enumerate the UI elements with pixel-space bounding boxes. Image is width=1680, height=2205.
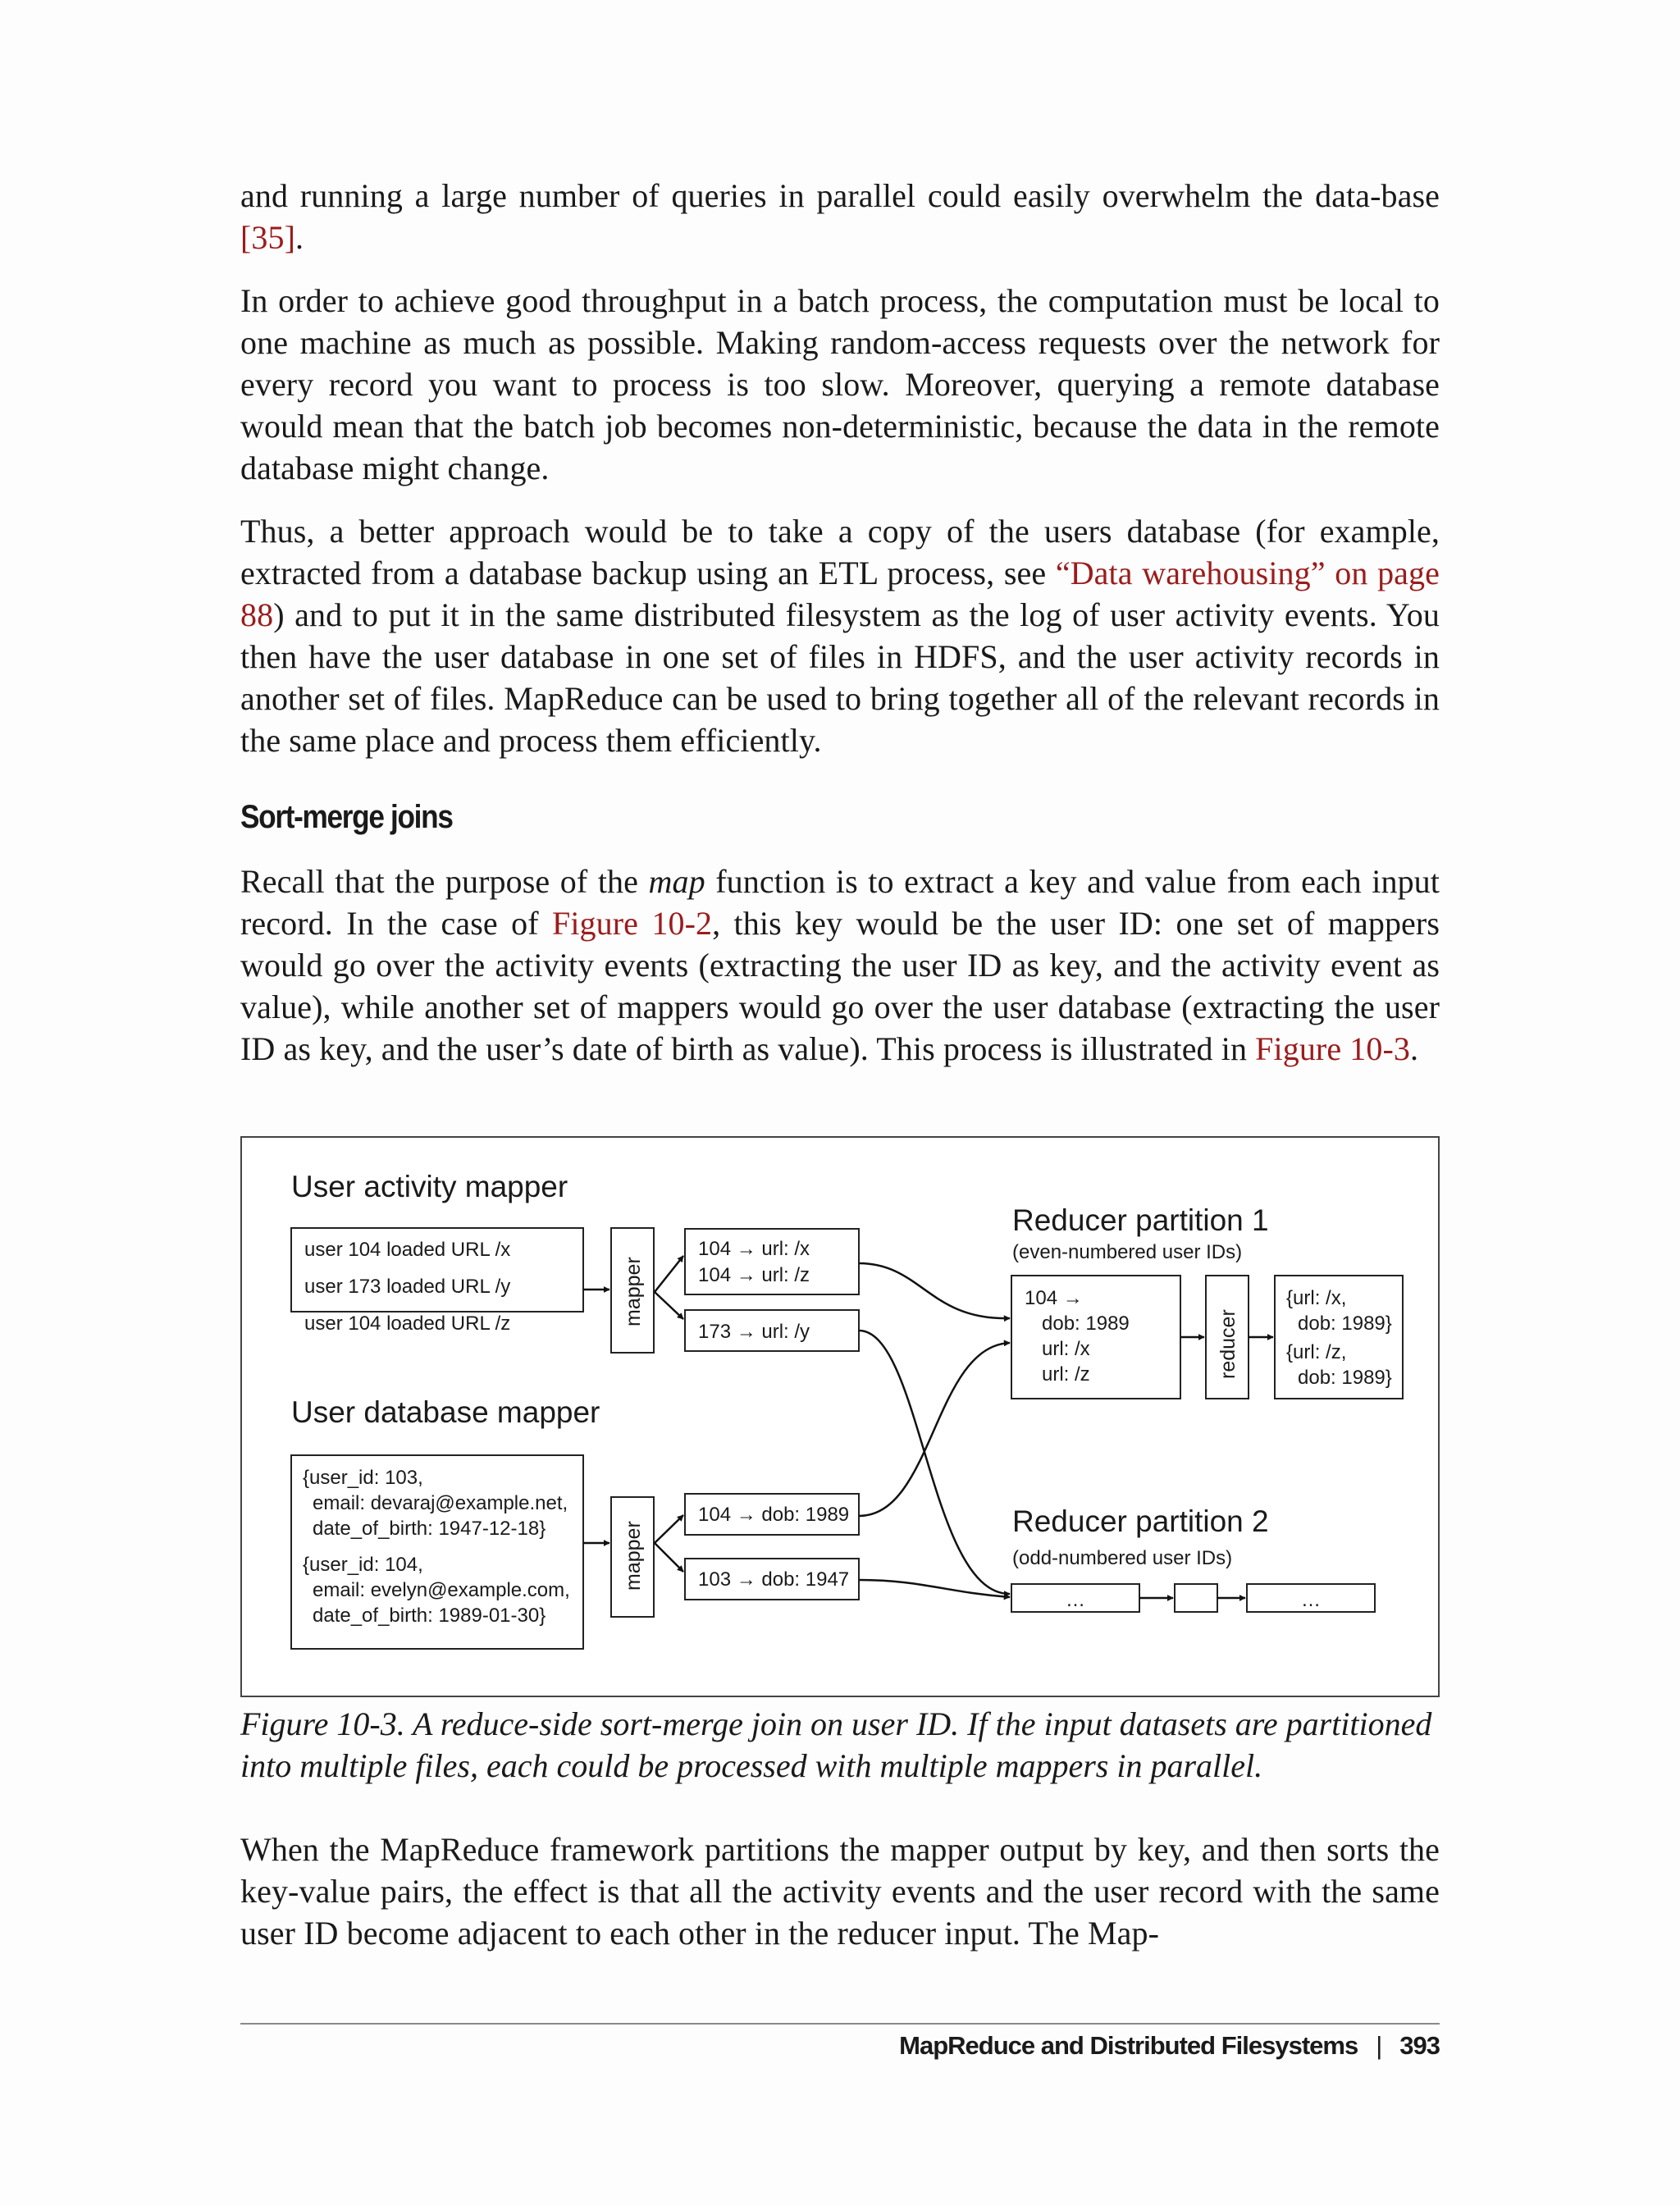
activity-input-1: user 104 loaded URL /x bbox=[304, 1239, 511, 1261]
paragraph-3-text-a: Thus, a better approach would be to take a copy of the users database (for example, extracted from a database backup using an ETL process, see bbox=[240, 513, 1440, 591]
reducer1-subtitle: (even-numbered user IDs) bbox=[1012, 1241, 1243, 1263]
activity-output-b: 173 → url: /y bbox=[698, 1321, 810, 1343]
reducer1-label: reducer bbox=[1217, 1309, 1239, 1379]
footer-section-title: MapReduce and Distributed Filesystems bbox=[899, 2031, 1358, 2060]
paragraph-3-text-b: ) and to put it in the same distributed filesystem as the log of user activity events. You then have the user database in one set of files in HDFS, and the user activity records in another set of files. MapReduce can be used to bring together all of the relevant records in the same place and process them efficiently. bbox=[240, 596, 1440, 759]
reducer2-output-ellipsis: … bbox=[1301, 1589, 1321, 1611]
db-record-1-line-3: date_of_birth: 1947-12-18} bbox=[313, 1518, 546, 1540]
db-record-1-line-1: {user_id: 103, bbox=[303, 1467, 423, 1489]
figure-10-3 bbox=[240, 1136, 1440, 1697]
reducer1-output-3: {url: /z, bbox=[1286, 1341, 1347, 1363]
db-output-b: 103 → dob: 1947 bbox=[698, 1568, 850, 1591]
paragraph-1-text: and running a large number of queries in parallel could easily overwhelm the data-base bbox=[240, 177, 1440, 214]
footer-rule bbox=[240, 2023, 1440, 2025]
db-output-a: 104 → dob: 1989 bbox=[698, 1504, 850, 1526]
paragraph-2: In order to achieve good throughput in a batch process, the computation must be local to one machine as much as possible. Making random-access requests over the network for every record you want to process is too slow. Moreover, querying a remote database would mean that the batch job becomes non-deterministic, because the data in the remote database might change. bbox=[240, 282, 1440, 486]
db-record-2-line-3: date_of_birth: 1989-01-30} bbox=[313, 1605, 546, 1627]
section-heading: Sort-merge joins bbox=[240, 799, 453, 835]
figure-caption: Figure 10-3. A reduce-side sort-merge join on user ID. If the input datasets are partitioned into multiple files, each could be processed with multiple mappers in parallel. bbox=[240, 1705, 1432, 1784]
footer-separator: | bbox=[1376, 2031, 1382, 2060]
figure-10-3-link[interactable]: Figure 10-3 bbox=[1255, 1030, 1411, 1067]
paragraph-4-text-b: function is to extract a key and value from each input record. In the case of bbox=[240, 863, 1440, 942]
paragraph-3 bbox=[240, 510, 1440, 761]
paragraph-1 bbox=[240, 175, 1440, 258]
reducer1-input-1: 104 → bbox=[1025, 1287, 1083, 1309]
activity-output-a-2: 104 → url: /z bbox=[698, 1264, 810, 1286]
db-record-2-line-2: email: evelyn@example.com, bbox=[313, 1579, 570, 1601]
reducer2-input-ellipsis: … bbox=[1066, 1589, 1085, 1611]
map-emphasis: map bbox=[648, 863, 705, 900]
page-footer bbox=[899, 2031, 1440, 2061]
figure-diagram bbox=[240, 1136, 1440, 1697]
activity-mapper-title: User activity mapper bbox=[291, 1170, 568, 1203]
reducer2-subtitle: (odd-numbered user IDs) bbox=[1012, 1547, 1233, 1569]
reducer2-box bbox=[1175, 1584, 1217, 1612]
figure-10-2-link[interactable]: Figure 10-2 bbox=[552, 905, 713, 942]
paragraph-4-text-a: Recall that the purpose of the bbox=[240, 863, 649, 900]
paragraph-4-text-c: , this key would be the user ID: one set of mappers would go over the activity events (extracting the user ID as key, and the activity event as value), while another set of mappers would go over the user database (extracting the user ID as key, and the user’s date of birth as value). This process is illustrated in bbox=[240, 905, 1440, 1067]
reducer1-output-2: dob: 1989} bbox=[1298, 1312, 1392, 1335]
reducer1-input-4: url: /z bbox=[1042, 1363, 1090, 1386]
paragraph-4 bbox=[240, 861, 1440, 1070]
reducer1-output-1: {url: /x, bbox=[1286, 1287, 1347, 1309]
db-record-1-line-2: email: devaraj@example.net, bbox=[313, 1492, 568, 1514]
reducer1-input-2: dob: 1989 bbox=[1042, 1312, 1130, 1335]
activity-input-3: user 104 loaded URL /z bbox=[304, 1312, 511, 1335]
paragraph-4-text-d: . bbox=[1410, 1030, 1419, 1067]
page-number: 393 bbox=[1399, 2031, 1440, 2060]
citation-link-35[interactable]: [35] bbox=[240, 219, 296, 256]
db-mapper-label: mapper bbox=[622, 1521, 645, 1591]
activity-output-a-1: 104 → url: /x bbox=[698, 1238, 810, 1260]
reducer1-title: Reducer partition 1 bbox=[1012, 1203, 1269, 1237]
data-warehousing-link[interactable]: “Data warehousing” on page 88 bbox=[240, 555, 1440, 633]
reducer2-title: Reducer partition 2 bbox=[1012, 1504, 1269, 1538]
activity-input-2: user 173 loaded URL /y bbox=[304, 1276, 511, 1298]
activity-mapper-label: mapper bbox=[622, 1257, 645, 1326]
reducer1-output-4: dob: 1989} bbox=[1298, 1367, 1392, 1389]
db-mapper-title: User database mapper bbox=[291, 1395, 600, 1429]
reducer1-input-3: url: /x bbox=[1042, 1338, 1090, 1360]
db-record-2-line-1: {user_id: 104, bbox=[303, 1554, 423, 1576]
paragraph-5: When the MapReduce framework partitions the mapper output by key, and then sorts the key-value pairs, the effect is that all the activity events and the user record with the same user ID become adjacent to each other in the reducer input. The Map- bbox=[240, 1831, 1440, 1952]
paragraph-1-end: . bbox=[295, 219, 304, 256]
